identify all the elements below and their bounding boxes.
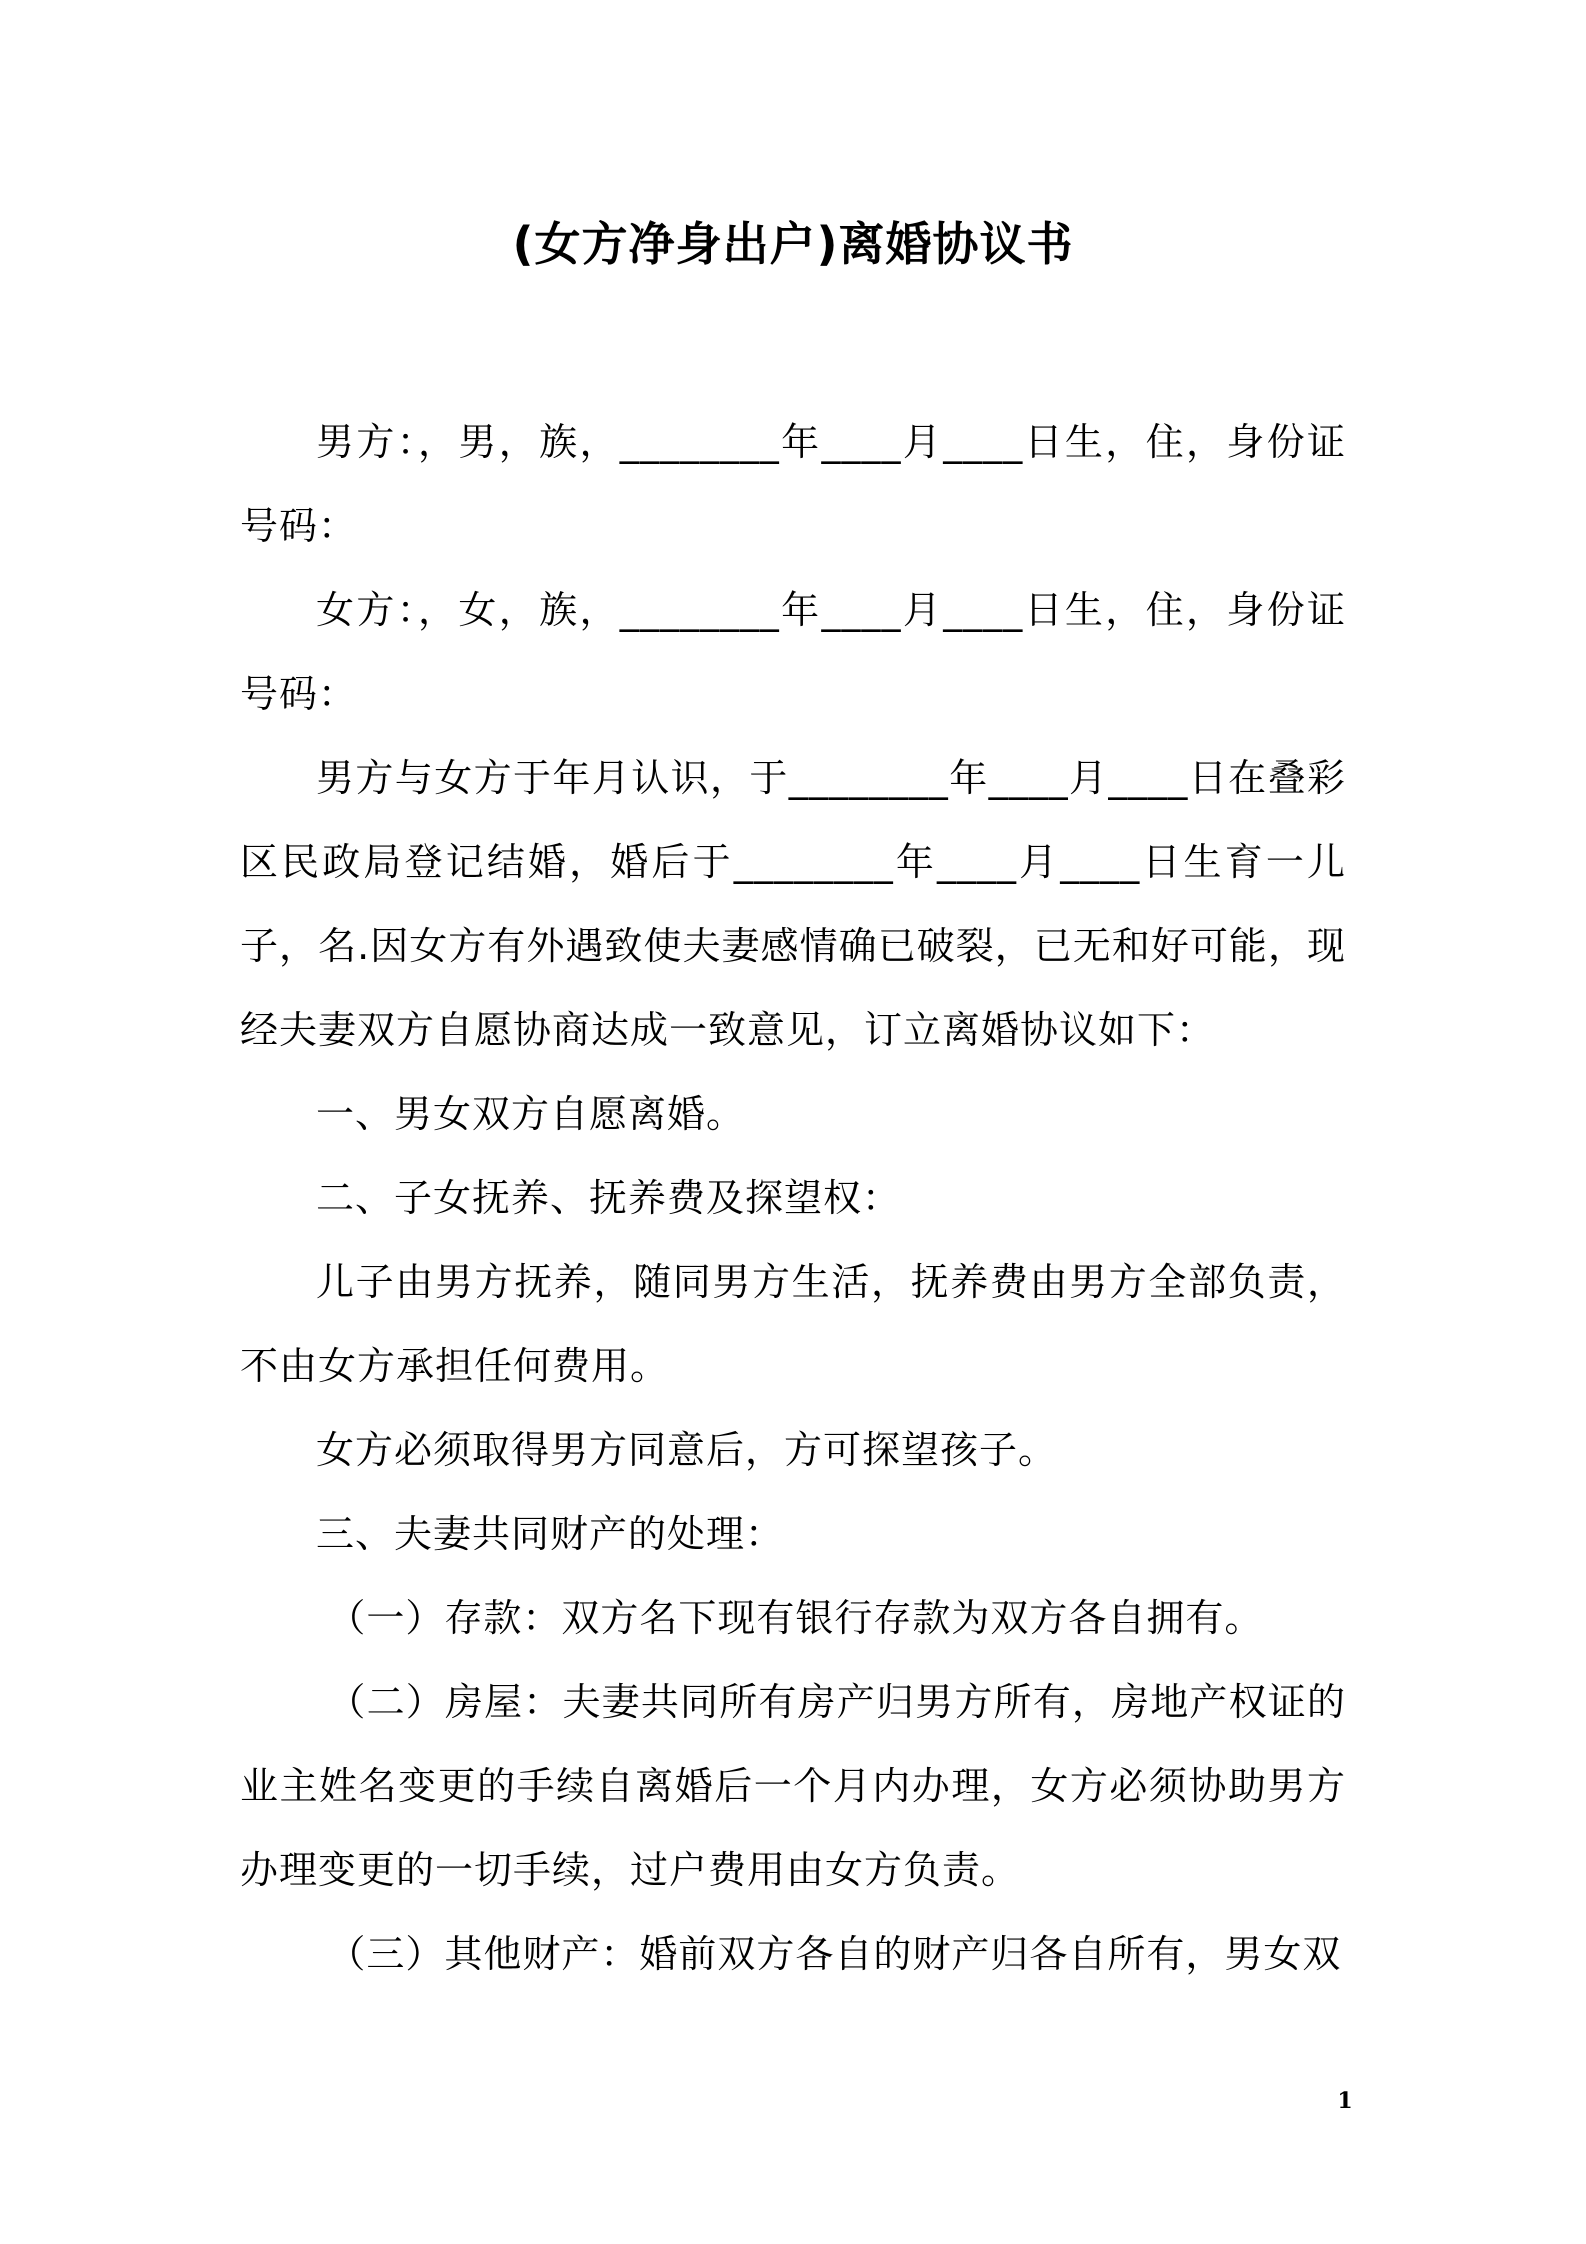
paragraph-child-support: 儿子由男方抚养，随同男方生活，抚养费由男方全部负责，不由女方承担任何费用。 bbox=[240, 1260, 1346, 1388]
document-body bbox=[240, 400, 1346, 1996]
document-title: (女方净身出户)离婚协议书 bbox=[512, 217, 1074, 271]
paragraph-female-party-info: 女方：，女，族，________年____月____日生，住，身份证号码： bbox=[240, 588, 1346, 716]
subclause-housing: （二）房屋：夫妻共同所有房产归男方所有，房地产权证的业主姓名变更的手续自离婚后一个月内办理，女方必须协助男方办理变更的一切手续，过户费用由女方负责。 bbox=[240, 1680, 1346, 1892]
paragraph-marriage-background: 男方与女方于年月认识，于________年____月____日在叠彩区民政局登记结婚，婚后于________年____月____日生育一儿子，名.因女方有外遇致使夫妻感情确已破裂，已无和好可能，现经夫妻双方自愿协商达成一致意见，订立离婚协议如下： bbox=[240, 756, 1346, 1052]
clause-1-divorce: 一、男女双方自愿离婚。 bbox=[316, 1092, 746, 1136]
paragraph-visitation-rights: 女方必须取得男方同意后，方可探望孩子。 bbox=[316, 1428, 1058, 1472]
paragraph-male-party-info: 男方：，男，族，________年____月____日生，住，身份证号码： bbox=[240, 420, 1346, 548]
clause-3-heading-joint-property: 三、夫妻共同财产的处理： bbox=[316, 1512, 785, 1556]
subclause-deposits: （一）存款：双方名下现有银行存款为双方各自拥有。 bbox=[327, 1596, 1264, 1640]
page-number: 1 bbox=[1337, 2088, 1353, 2114]
clause-2-heading-child-custody: 二、子女抚养、抚养费及探望权： bbox=[316, 1176, 902, 1220]
subclause-other-property: （三）其他财产：婚前双方各自的财产归各自所有，男女双 bbox=[327, 1932, 1342, 1976]
